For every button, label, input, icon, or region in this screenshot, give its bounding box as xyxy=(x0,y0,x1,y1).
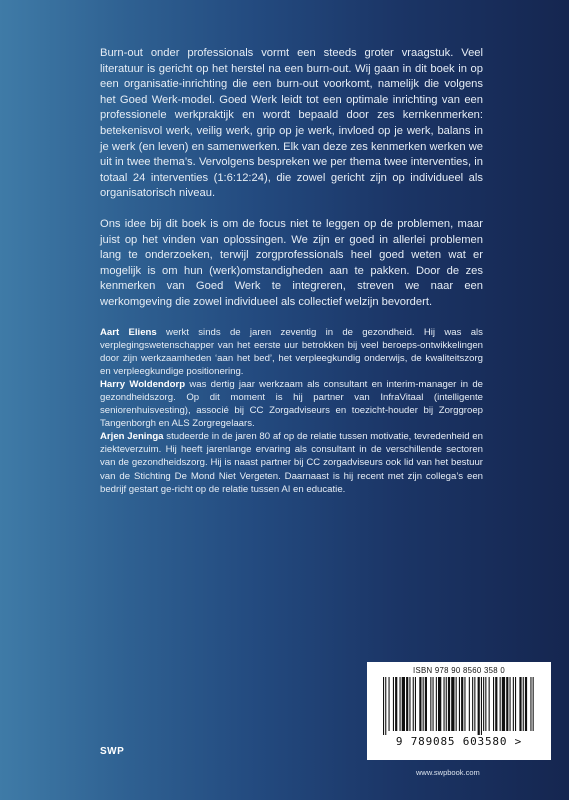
barcode-bar xyxy=(519,677,521,731)
author-bio-text: studeerde in de jaren 80 af op de relatie tussen motivatie, tevredenheid en ziekteverzuim. Hij heeft jarenlange ervaring als consultant in de verschillende sectoren van de gezondheidszorg. Hij is naast partner bij CC zorgadviseurs ook lid van het bestuur van de Stichting De Mond Niet Vergeten. Daarnaast is hij recent met zijn collega’s een bedrijf gestart ge-richt op de relatie tussen AI en educatie. xyxy=(100,431,483,495)
blurb-paragraph-1: Burn-out onder professionals vormt een steeds groter vraagstuk. Veel literatuur is gericht op het herstel na een burn-out. Wij gaan in dit boek in op een organisatie-inrichting die een burn-out voorkomt, namelijk die volgens het Goed Werk-model. Goed Werk leidt tot een optimale inrichting van een professionele werkpraktijk en wordt bepaald door zes kernkenmerken: betekenisvol werk, veilig werk, grip op je werk, invloed op je werk, balans in je werk (en leven) en samenwerken. Elk van deze zes kenmerken werken we uit in twee thema’s. Vervolgens bespreken we per thema twee interventies, in totaal 24 interventies (1:6:12:24), die zowel gericht zijn op individueel als organisatorisch niveau. xyxy=(100,47,483,200)
barcode-bar xyxy=(444,677,445,731)
barcode-bar xyxy=(525,677,527,731)
barcode-bar xyxy=(456,677,457,731)
barcode-digits: 9 789085 603580 > xyxy=(395,735,523,748)
barcode-bar xyxy=(402,677,405,731)
author-bio-text: werkt sinds de jaren zeventig in de gezondheid. Hij was als verplegingswetenschapper van het eerste uur betrokken bij veel beroeps-ontwikkelingen door zijn werkzaamheden ‘aan het bed’, het verpleegkundig onderwijs, de kwaliteitszorg en verpleegkundige positionering. xyxy=(100,326,483,377)
isbn-label: ISBN 978 90 8560 358 0 xyxy=(412,666,505,675)
barcode-bar xyxy=(510,677,511,731)
barcode-bar xyxy=(409,677,410,731)
barcode-bar xyxy=(461,677,463,731)
barcode-bar xyxy=(415,677,416,731)
barcode-bar xyxy=(483,677,484,731)
barcode-bar xyxy=(530,677,531,731)
barcode-bar xyxy=(495,677,497,731)
barcode-bar xyxy=(500,677,501,731)
barcode-bar xyxy=(506,677,508,731)
back-cover-text xyxy=(100,46,483,496)
barcode-bar xyxy=(481,677,482,735)
barcode-bar xyxy=(485,677,486,731)
barcode-bar xyxy=(413,677,414,731)
barcode-bar xyxy=(446,677,447,731)
barcode-bar xyxy=(451,677,454,731)
author-name: Arjen Jeninga xyxy=(100,431,164,443)
barcode-bar xyxy=(489,677,490,731)
barcode-bar xyxy=(406,677,408,731)
barcode-bar xyxy=(533,677,534,731)
barcode-bar xyxy=(474,677,475,731)
author-bio-text: was dertig jaar werkzaam als consultant en interim-manager in de gezondheidszorg. Op dit moment is hij partner van InfraVitaal (intelligente seniorenhuisvesting), associé bij CC Zorgadviseurs en toezicht-houder bij Zorggroep Tangenborgh en ALS Zorgregelaars. xyxy=(100,378,483,430)
barcode-bar xyxy=(515,677,516,731)
blurb-paragraph-2: Ons idee bij dit boek is om de focus niet te leggen op de problemen, maar juist op het vinden van oplossingen. We zijn er goed in allerlei problemen lang te onderzoeken, terwijl zorgprofessionals heel goed weten wat er mogelijk is om hun (werk)omstandigheden aan te pakken. Door de zes kenmerken van Goed Werk te integreren, streven we naar een werkomgeving die zowel individueel als collectief welzijn bevordert. xyxy=(100,217,483,308)
publisher-website: www.swpbook.com xyxy=(416,768,480,777)
barcode-bar xyxy=(423,677,424,731)
barcode-bar xyxy=(430,677,431,731)
barcode-bar xyxy=(438,677,441,731)
barcode-image xyxy=(379,677,539,735)
barcode-bar xyxy=(459,677,460,731)
barcode-bar xyxy=(502,677,505,731)
author-bio-2 xyxy=(100,378,483,430)
barcode-bar xyxy=(436,677,437,731)
barcode-bar xyxy=(448,677,450,731)
author-bios xyxy=(100,326,483,496)
barcode-bar xyxy=(385,677,386,735)
barcode-bar xyxy=(419,677,421,731)
barcode-bar xyxy=(425,677,427,731)
barcode-bar xyxy=(464,677,465,731)
author-bio-3 xyxy=(100,430,483,495)
barcode-bar xyxy=(513,677,514,731)
barcode-bar xyxy=(433,677,434,731)
barcode-bar xyxy=(493,677,494,731)
barcode-bar xyxy=(400,677,401,731)
barcode-bar xyxy=(393,677,394,731)
barcode-bar xyxy=(383,677,384,735)
barcode-bar xyxy=(395,677,397,731)
barcode-bar xyxy=(389,677,390,731)
barcode-bar xyxy=(472,677,473,731)
author-name: Aart Eliens xyxy=(100,326,157,338)
author-name: Harry Woldendorp xyxy=(100,378,186,390)
barcode-bar xyxy=(469,677,470,731)
publisher-logo: SWP xyxy=(100,746,125,757)
author-bio-1 xyxy=(100,326,483,378)
isbn-barcode-box xyxy=(367,662,551,760)
barcode-bar xyxy=(478,677,480,735)
barcode-bar xyxy=(523,677,524,731)
